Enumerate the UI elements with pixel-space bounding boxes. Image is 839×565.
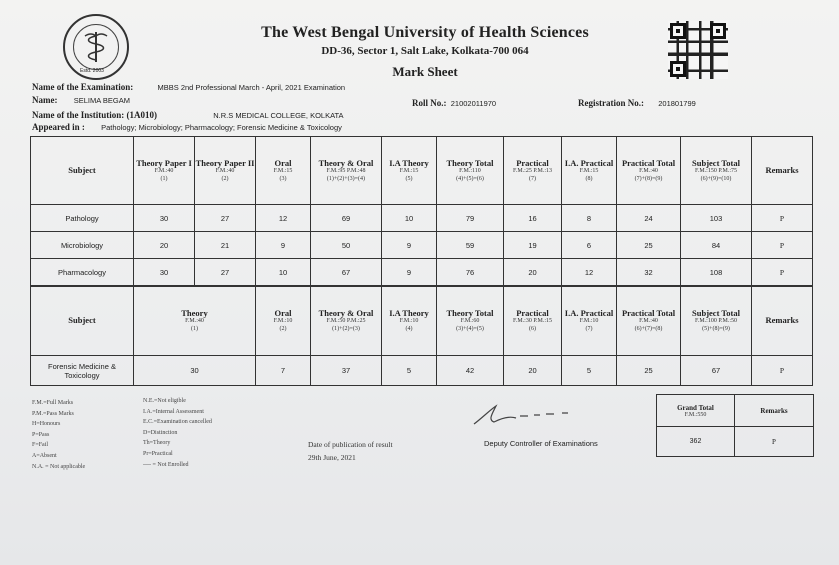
legend-abbreviations-right [143,396,212,470]
table-header-row [31,137,813,205]
mark-cell: 9 [382,232,437,259]
mark-cell: 32 [617,259,681,287]
mark-cell: 16 [504,205,562,232]
appeared-subjects: Pathology; Microbiology; Pharmacology; Forensic Medicine & Toxicology [101,123,342,132]
signatory-title: Deputy Controller of Examinations [484,439,598,448]
header-cell: Theory & Oral F.M.:50 P.M.:25 (1)+(2)=(3) [311,286,382,356]
header-cell: I.A Theory F.M.:15 (5) [382,137,437,205]
roll-number-row: Roll No.: 21002011970 [412,98,497,108]
header-cell: Subject Total F.M.:100 P.M.:50 (5)+(8)=(9) [681,286,752,356]
exam-info: Name of the Examination: MBBS 2nd Professional March - April, 2021 Examination [32,82,346,92]
table-header-row [31,286,813,356]
mark-cell: 59 [437,232,504,259]
mark-cell: 12 [256,205,311,232]
legend-item: D=Distinction [143,429,178,436]
marks-table-main [30,136,813,287]
roll-number: 21002011970 [450,99,497,108]
legend-item: Pr=Practical [143,450,173,457]
table-row [31,205,813,232]
header-cell: Oral F.M.:15 (3) [256,137,311,205]
header-cell: Practical F.M.:30 P.M.:15 (6) [504,286,562,356]
legend-item: N.E.=Not eligible [143,398,186,404]
remark-cell: P [752,356,813,386]
mark-cell: 10 [256,259,311,287]
mark-cell: 9 [382,259,437,287]
header-cell: Theory Total F.M.:110 (4)+(5)=(6) [437,137,504,205]
grand-total-remark: P [735,427,814,457]
mark-cell: 9 [256,232,311,259]
publication-date-block [308,438,393,464]
mark-cell: 30 [134,205,195,232]
registration-number: 201801799 [658,99,696,108]
header-cell: Subject [31,286,134,356]
publication-label: Date of publication of result [308,440,393,449]
legend-item: H=Honours [32,421,61,428]
mark-cell: 10 [382,205,437,232]
mark-cell: 79 [437,205,504,232]
subject-name: Pathology [31,205,134,232]
marks-table-forensic [30,285,813,386]
mark-cell: 27 [195,205,256,232]
exam-name: MBBS 2nd Professional March - April, 2021 Examination [157,83,346,92]
remark-cell: P [752,205,813,232]
mark-cell: 37 [311,356,382,386]
controller-signature [470,400,630,430]
header-cell: Subject Total F.M.:150 P.M.:75 (6)+(9)=(10) [681,137,752,205]
legend-abbreviations-left [32,398,85,472]
mark-cell: 30 [134,356,256,386]
mark-cell: 20 [504,356,562,386]
mark-cell: 6 [562,232,617,259]
mark-cell: 5 [562,356,617,386]
mark-cell: 27 [195,259,256,287]
header-cell: Theory & Oral F.M.:95 P.M.:48 (1)+(2)+(3)=(4) [311,137,382,205]
legend-item: P.M.=Pass Marks [32,410,74,417]
seal-year: Estd. 2003 [80,68,104,74]
header-cell: Practical F.M.:25 P.M.:13 (7) [504,137,562,205]
grand-total-table [656,394,814,457]
mark-cell: 69 [311,205,382,232]
legend-item: P=Pass [32,431,50,438]
header-cell: Theory F.M.:40 (1) [134,286,256,356]
header-cell: Theory Paper I F.M.:40 (1) [134,137,195,205]
mark-cell: 20 [504,259,562,287]
table-row [31,259,813,287]
mark-cell: 5 [382,356,437,386]
header-cell: Theory Paper II F.M.:40 (2) [195,137,256,205]
mark-cell: 108 [681,259,752,287]
mark-cell: 25 [617,356,681,386]
mark-cell: 24 [617,205,681,232]
legend-item: Th=Theory [143,440,171,447]
header-cell: Remarks [752,137,813,205]
header-cell: I.A. Practical F.M.:10 (7) [562,286,617,356]
header-cell: Theory Total F.M.:60 (3)+(4)=(5) [437,286,504,356]
registration-row: Registration No.: 201801799 [578,98,696,108]
grand-total-header: Grand Total F.M.:550 [657,395,735,427]
legend-item: E.C.=Examination cancelled [143,419,212,426]
mark-cell: 7 [256,356,311,386]
mark-cell: 84 [681,232,752,259]
remark-cell: P [752,259,813,287]
institution-name: N.R.S MEDICAL COLLEGE, KOLKATA [213,111,344,120]
student-name-row: Name: SELIMA BEGAM [32,95,131,105]
institution-row: Name of the Institution: (1A010) N.R.S MEDICAL COLLEGE, KOLKATA [32,110,344,120]
grand-total-value: 362 [657,427,735,457]
header-cell: Practical Total F.M.:40 (6)+(7)=(8) [617,286,681,356]
legend-item: N.A. = Not applicable [32,463,86,470]
university-address: DD-36, Sector 1, Salt Lake, Kolkata-700 064 [321,45,529,57]
mark-cell: 67 [311,259,382,287]
mark-cell: 42 [437,356,504,386]
header-cell: Practical Total F.M.:40 (7)+(8)=(9) [617,137,681,205]
mark-cell: 12 [562,259,617,287]
publication-date: 29th June, 2021 [308,453,356,462]
header-cell: I.A Theory F.M.:10 (4) [382,286,437,356]
student-name: SELIMA BEGAM [73,96,131,105]
header-cell: Subject [31,137,134,205]
legend-item: F=Fail [32,442,49,449]
legend-item: I.A.=Internal Assessment [143,408,204,415]
legend-item: A=Absent [32,452,57,459]
appeared-row: Appeared in : Pathology; Microbiology; Pharmacology; Forensic Medicine & Toxicology [32,122,342,132]
mark-cell: 50 [311,232,382,259]
table-row [31,232,813,259]
university-name: The West Bengal University of Health Sciences [261,24,589,41]
subject-name: Pharmacology [31,259,134,287]
caduceus-icon [81,30,111,64]
mark-cell: 19 [504,232,562,259]
remark-cell: P [752,232,813,259]
header-cell: Remarks [752,286,813,356]
mark-cell: 25 [617,232,681,259]
legend-item: F.M.=Full Marks [32,400,74,406]
mark-cell: 67 [681,356,752,386]
mark-cell: 103 [681,205,752,232]
mark-cell: 30 [134,259,195,287]
legend-item: ---- = Not Enrolled [143,461,189,468]
mark-cell: 76 [437,259,504,287]
qr-code [668,21,728,79]
mark-cell: 8 [562,205,617,232]
header-cell: Oral F.M.:10 (2) [256,286,311,356]
mark-cell: 21 [195,232,256,259]
document-title: Mark Sheet [392,64,458,79]
table-row [31,356,813,386]
grand-remarks-header: Remarks [735,395,814,427]
subject-name: Forensic Medicine & Toxicology [31,356,134,386]
header-cell: I.A. Practical F.M.:15 (8) [562,137,617,205]
mark-cell: 20 [134,232,195,259]
subject-name: Microbiology [31,232,134,259]
